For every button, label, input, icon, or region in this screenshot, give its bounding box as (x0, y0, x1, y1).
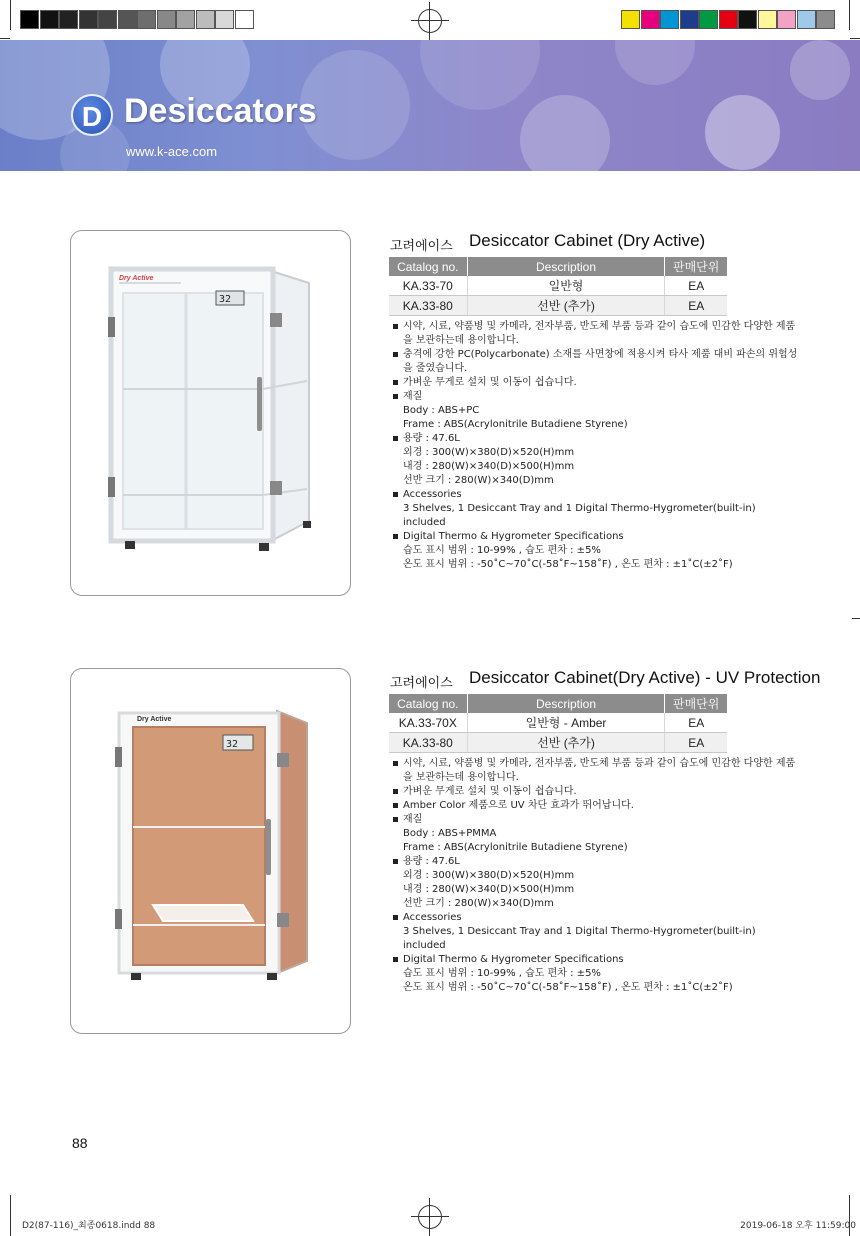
crop-mark (852, 618, 860, 619)
feature-bullet: Digital Thermo & Hygrometer Specifications (391, 953, 801, 967)
website-url: www.k-ace.com (126, 144, 218, 159)
feature-bullet: Digital Thermo & Hygrometer Specifications (391, 530, 801, 544)
feature-detail: 온도 표시 범위 : -50˚C~70˚C(-58˚F~158˚F) , 온도 편차 : ±1˚C(±2˚F) (403, 559, 733, 570)
color-swatch (215, 10, 234, 29)
feature-bullet: 가벼운 무게로 설치 및 이동이 쉽습니다. (391, 376, 801, 390)
unit-cell: EA (665, 296, 727, 316)
feature-detail: 외경 : 300(W)×380(D)×520(H)mm (403, 447, 575, 458)
color-swatch (758, 10, 777, 29)
feature-detail: 외경 : 300(W)×380(D)×520(H)mm (403, 870, 575, 881)
description-cell: 일반형 (467, 276, 665, 296)
color-swatch (118, 10, 137, 29)
color-swatch (59, 10, 78, 29)
color-swatch (137, 10, 156, 29)
desiccator-cabinet-clear-image (71, 231, 350, 595)
brand-name: 고려에이스 (390, 675, 453, 690)
display-readout: 32 (219, 294, 232, 305)
crop-mark (849, 0, 850, 30)
feature-list (391, 757, 801, 995)
feature-bullet: 용량 : 47.6L (391, 855, 801, 869)
feature-bullet: 시약, 시료, 약품병 및 카메라, 전자부품, 반도체 부품 등과 같이 습도에 민감한 다양한 제품 (391, 320, 801, 334)
feature-detail: 온도 표시 범위 : -50˚C~70˚C(-58˚F~158˚F) , 온도 편차 : ±1˚C(±2˚F) (403, 982, 733, 993)
color-swatch (660, 10, 679, 29)
feature-detail: Body : ABS+PC (403, 405, 480, 416)
table-row (389, 276, 727, 296)
feature-detail: 3 Shelves, 1 Desiccant Tray and 1 Digital Thermo-Hygrometer(built-in) included (403, 926, 756, 951)
color-swatch (79, 10, 98, 29)
feature-bullet: 용량 : 47.6L (391, 432, 801, 446)
product-image-frame (70, 230, 351, 596)
cabinet-brand-label: Dry Active (119, 275, 154, 282)
display-readout: 32 (226, 739, 239, 750)
feature-detail: 을 보관하는데 용이합니다. (403, 772, 519, 783)
unit-cell: EA (665, 733, 727, 753)
registration-mark-top (418, 9, 442, 33)
product-title: Desiccator Cabinet (Dry Active) (469, 231, 706, 250)
column-header: 판매단위 (665, 694, 727, 713)
feature-detail: 선반 크기 : 280(W)×340(D)mm (403, 898, 554, 909)
color-swatch (699, 10, 718, 29)
column-header: Catalog no. (389, 694, 467, 713)
color-swatch (235, 10, 254, 29)
desiccator-cabinet-amber-image (71, 669, 350, 1033)
table-row (389, 733, 727, 753)
color-swatch (738, 10, 757, 29)
feature-bullet: Accessories (391, 911, 801, 925)
column-header: 판매단위 (665, 257, 727, 276)
catalog-number: KA.33-70 (389, 276, 467, 296)
feature-bullet: Accessories (391, 488, 801, 502)
feature-detail: Frame : ABS(Acrylonitrile Butadiene Styrene) (403, 419, 628, 430)
color-swatch (40, 10, 59, 29)
unit-cell: EA (665, 713, 727, 733)
feature-bullet: Amber Color 제품으로 UV 차단 효과가 뛰어납니다. (391, 799, 801, 813)
feature-detail: 을 줄였습니다. (403, 363, 468, 374)
column-header: Description (467, 257, 665, 276)
product-title: Desiccator Cabinet(Dry Active) - UV Protection (469, 668, 821, 687)
color-swatch (816, 10, 835, 29)
section-title: Desiccators (124, 92, 317, 130)
feature-detail: 선반 크기 : 280(W)×340(D)mm (403, 475, 554, 486)
registration-mark-bottom (418, 1205, 442, 1229)
feature-detail: Frame : ABS(Acrylonitrile Butadiene Styrene) (403, 842, 628, 853)
crop-mark (850, 38, 860, 39)
color-swatch (621, 10, 640, 29)
catalog-table (389, 694, 727, 753)
feature-detail: 내경 : 280(W)×340(D)×500(H)mm (403, 461, 575, 472)
color-swatch (797, 10, 816, 29)
color-swatch (98, 10, 117, 29)
unit-cell: EA (665, 276, 727, 296)
feature-detail: 습도 표시 범위 : 10-99% , 습도 편차 : ±5% (403, 545, 601, 556)
color-swatch (20, 10, 39, 29)
cabinet-brand-label: Dry Active (137, 716, 172, 723)
feature-bullet: 시약, 시료, 약품병 및 카메라, 전자부품, 반도체 부품 등과 같이 습도에 민감한 다양한 제품 (391, 757, 801, 771)
product-image-frame (70, 668, 351, 1034)
footer-timestamp: 2019-06-18 오후 11:59:00 (740, 1221, 856, 1231)
footer-file-name: D2(87-116)_최종0618.indd 88 (22, 1221, 156, 1231)
catalog-table (389, 257, 727, 316)
feature-detail: 을 보관하는데 용이합니다. (403, 335, 519, 346)
column-header: Description (467, 694, 665, 713)
color-swatch (196, 10, 215, 29)
feature-bullet: 재질 (391, 390, 801, 404)
catalog-number: KA.33-80 (389, 296, 467, 316)
crop-mark (10, 0, 11, 30)
color-swatch (641, 10, 660, 29)
brand-name: 고려에이스 (390, 238, 453, 253)
page-number: 88 (72, 1135, 88, 1151)
color-swatch (176, 10, 195, 29)
column-header: Catalog no. (389, 257, 467, 276)
feature-bullet: 충격에 강한 PC(Polycarbonate) 소재를 사면창에 적용시켜 타사 제품 대비 파손의 위험성 (391, 348, 801, 362)
feature-detail: 내경 : 280(W)×340(D)×500(H)mm (403, 884, 575, 895)
color-swatch (719, 10, 738, 29)
catalog-number: KA.33-70X (389, 713, 467, 733)
color-swatch (680, 10, 699, 29)
feature-detail: 3 Shelves, 1 Desiccant Tray and 1 Digital Thermo-Hygrometer(built-in) included (403, 503, 756, 528)
feature-bullet: 재질 (391, 813, 801, 827)
feature-detail: 습도 표시 범위 : 10-99% , 습도 편차 : ±5% (403, 968, 601, 979)
description-cell: 선반 (추가) (467, 733, 665, 753)
description-cell: 일반형 - Amber (467, 713, 665, 733)
feature-list (391, 320, 801, 572)
catalog-number: KA.33-80 (389, 733, 467, 753)
table-row (389, 713, 727, 733)
crop-mark (0, 38, 10, 39)
feature-detail: Body : ABS+PMMA (403, 828, 497, 839)
color-swatch (157, 10, 176, 29)
section-letter-badge: D (71, 94, 113, 136)
table-row (389, 296, 727, 316)
color-swatch (777, 10, 796, 29)
feature-bullet: 가벼운 무게로 설치 및 이동이 쉽습니다. (391, 785, 801, 799)
header-banner (0, 40, 860, 171)
description-cell: 선반 (추가) (467, 296, 665, 316)
crop-mark (10, 1195, 11, 1236)
